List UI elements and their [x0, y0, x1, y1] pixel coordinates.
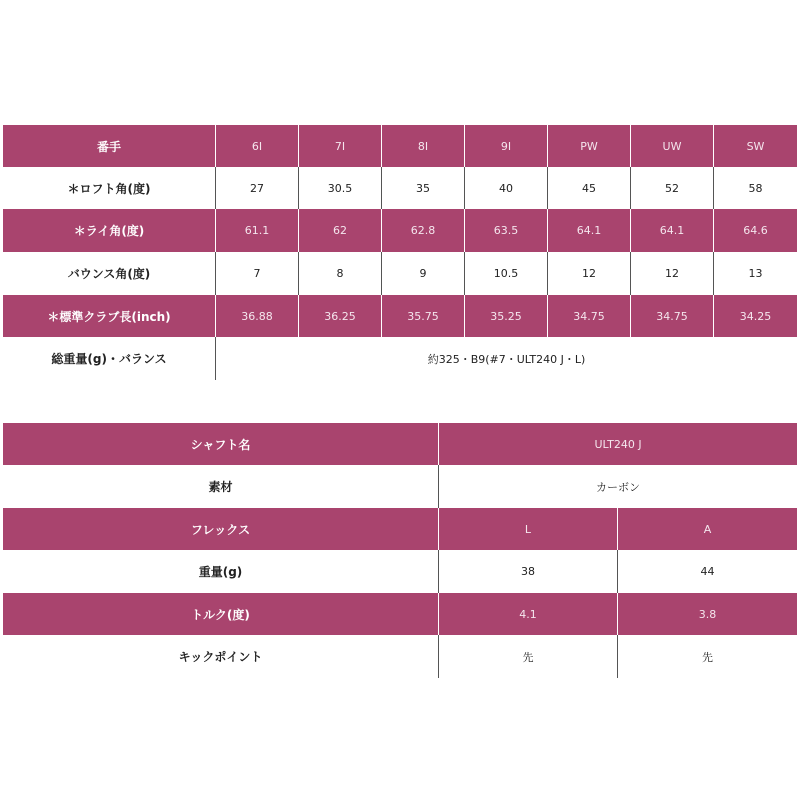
spec-cell: 64.1: [630, 209, 713, 252]
shaft-cell: L: [438, 508, 617, 550]
spec-col-uw: UW: [630, 125, 713, 167]
spec-cell: 12: [547, 252, 630, 295]
spec-cell: 9: [381, 252, 464, 295]
shaft-cell: 先: [617, 635, 797, 678]
spec-cell: 8: [298, 252, 381, 295]
spec-cell: 62: [298, 209, 381, 252]
spec-cell: 36.88: [215, 295, 298, 337]
spec-cell: 13: [713, 252, 797, 295]
spec-cell: 10.5: [464, 252, 547, 295]
shaft-name-value: ULT240 J: [438, 423, 797, 465]
spec-col-sw: SW: [713, 125, 797, 167]
spec-col-8i: 8I: [381, 125, 464, 167]
spec-row-lie: [3, 209, 797, 252]
spec-cell: 12: [630, 252, 713, 295]
spec-row-length: [3, 295, 797, 337]
shaft-cell: 4.1: [438, 593, 617, 635]
spec-cell: 34.75: [547, 295, 630, 337]
spec-cell: 36.25: [298, 295, 381, 337]
spec-cell: 30.5: [298, 167, 381, 209]
shaft-row-label: 素材: [208, 480, 233, 494]
spec-header-row: [3, 125, 797, 167]
spec-cell: 64.6: [713, 209, 797, 252]
spec-col-6i: 6I: [215, 125, 298, 167]
spec-cell: 7: [215, 252, 298, 295]
spec-cell: 62.8: [381, 209, 464, 252]
shaft-material-value: カーボン: [438, 465, 797, 508]
spec-cell: 34.75: [630, 295, 713, 337]
shaft-cell: A: [617, 508, 797, 550]
spec-cell: 27: [215, 167, 298, 209]
shaft-row-label: トルク(度): [191, 607, 250, 622]
spec-row-label: ＊標準クラブ長(inch): [47, 309, 171, 324]
shaft-row-label: フレックス: [190, 522, 251, 537]
shaft-cell: 先: [438, 635, 617, 678]
shaft-material-row: [3, 465, 797, 508]
spec-cell: 58: [713, 167, 797, 209]
spec-cell: 40: [464, 167, 547, 209]
spec-cell: 34.25: [713, 295, 797, 337]
club-spec-table: [3, 125, 797, 380]
spec-col-7i: 7I: [298, 125, 381, 167]
spec-cell: 35: [381, 167, 464, 209]
spec-row-label: ＊ロフト角(度): [67, 181, 151, 196]
shaft-flex-row: [3, 508, 797, 550]
shaft-row-label: 重量(g): [198, 565, 243, 579]
spec-row-bounce: [3, 252, 797, 295]
spec-cell: 63.5: [464, 209, 547, 252]
spec-weight-balance-value: 約325・B9(#7・ULT240 J・L): [215, 337, 797, 380]
shaft-cell: 3.8: [617, 593, 797, 635]
shaft-spec-table: [3, 423, 797, 678]
spec-row-label: ＊ライ角(度): [73, 224, 145, 238]
spec-header-label: 番手: [96, 139, 121, 154]
shaft-row-label: キックポイント: [178, 650, 263, 664]
shaft-cell: 38: [438, 550, 617, 593]
spec-cell: 61.1: [215, 209, 298, 252]
spec-row-weight-balance: [3, 337, 797, 380]
shaft-torque-row: [3, 593, 797, 635]
spec-cell: 52: [630, 167, 713, 209]
spec-row-loft: [3, 167, 797, 209]
spec-cell: 64.1: [547, 209, 630, 252]
shaft-cell: 44: [617, 550, 797, 593]
spec-cell: 35.75: [381, 295, 464, 337]
spec-row-label: 総重量(g)・バランス: [51, 352, 167, 366]
spec-col-pw: PW: [547, 125, 630, 167]
shaft-row-label: シャフト名: [190, 437, 251, 452]
spec-cell: 45: [547, 167, 630, 209]
spec-col-9i: 9I: [464, 125, 547, 167]
spec-cell: 35.25: [464, 295, 547, 337]
shaft-weight-row: [3, 550, 797, 593]
spec-row-label: バウンス角(度): [67, 267, 151, 281]
shaft-kickpoint-row: [3, 635, 797, 678]
shaft-name-row: [3, 423, 797, 465]
